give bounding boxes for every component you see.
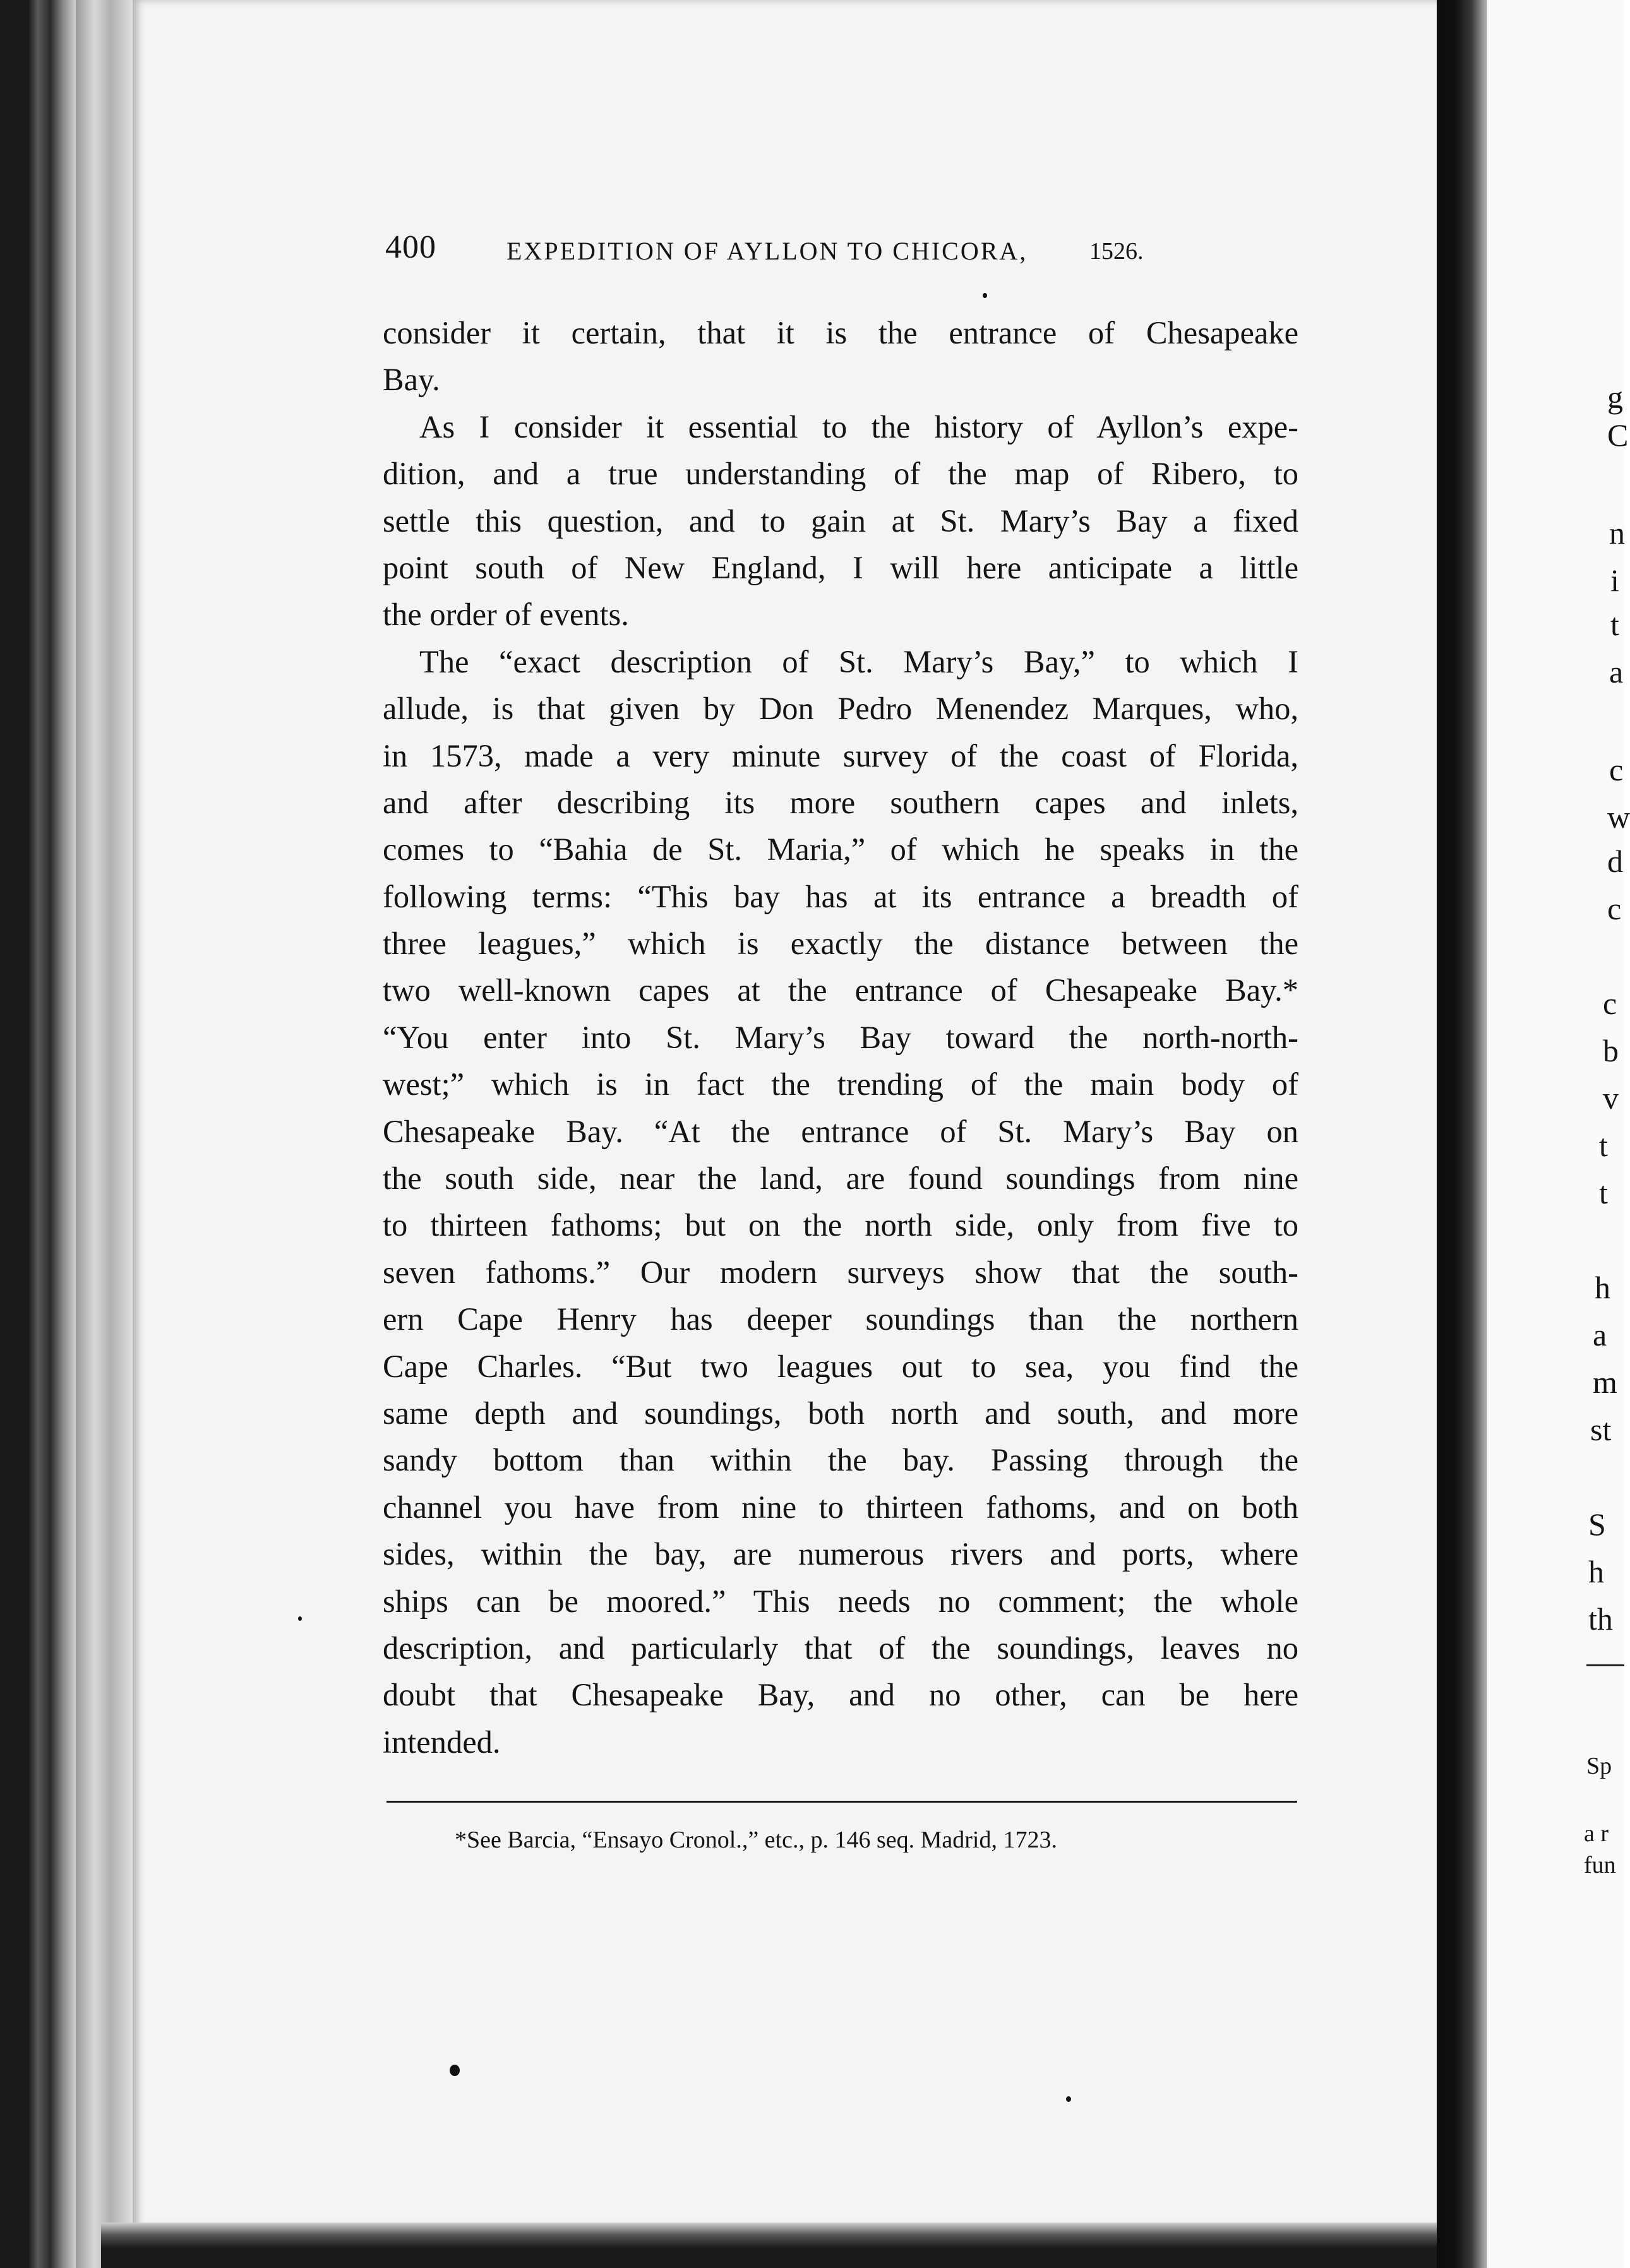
text-line: in 1573, made a very minute survey of the coast of Florida, <box>383 737 1298 773</box>
facing-page-fragment: b <box>1603 1033 1619 1068</box>
running-head-title: EXPEDITION OF AYLLON TO CHICORA, <box>506 237 1028 265</box>
page-edge-strip <box>76 0 133 2268</box>
text-line: Cape Charles. “But two leagues out to sea, you find the <box>383 1348 1298 1384</box>
binding-edge <box>0 0 76 2268</box>
footnote: *See Barcia, “Ensayo Cronol.,” etc., p. 146 seq. Madrid, 1723. <box>455 1827 1057 1853</box>
text-line: Bay. <box>383 362 440 398</box>
ink-speck <box>450 2065 460 2076</box>
text-line: same depth and soundings, both north and south, and more <box>383 1395 1298 1431</box>
text-line: “You enter into St. Mary’s Bay toward the north-north- <box>383 1019 1298 1055</box>
text-line: point south of New England, I will here anticipate a little <box>383 549 1298 585</box>
running-head-year: 1526. <box>1089 238 1144 265</box>
facing-page-fragment: d <box>1607 844 1623 879</box>
text-line: ships can be moored.” This needs no comment; the whole <box>383 1583 1298 1619</box>
facing-page-fragment: t <box>1599 1175 1608 1210</box>
text-line: settle this question, and to gain at St. Mary’s Bay a fixed <box>383 503 1298 539</box>
text-line: allude, is that given by Don Pedro Menendez Marques, who, <box>383 691 1298 727</box>
text-line: consider it certain, that it is the entrance of Chesapeake <box>383 315 1298 350</box>
ink-speck <box>1066 2096 1071 2102</box>
facing-page-fragment: c <box>1603 986 1617 1021</box>
text-line: west;” which is in fact the trending of the main body of <box>383 1066 1298 1102</box>
facing-page-rule <box>1586 1664 1624 1666</box>
text-line: sides, within the bay, are numerous rivers and ports, where <box>383 1536 1298 1572</box>
page-number: 400 <box>385 229 436 265</box>
text-line: sandy bottom than within the bay. Passing through the <box>383 1442 1298 1478</box>
facing-page-fragment: fun <box>1584 1852 1616 1878</box>
text-line: As I consider it essential to the history of Ayllon’s expe- <box>419 409 1298 445</box>
facing-page-fragment: g <box>1607 379 1623 415</box>
facing-page-fragment: C <box>1607 417 1629 453</box>
facing-page-fragment: w <box>1607 799 1630 835</box>
text-line: ern Cape Henry has deeper soundings than the northern <box>383 1301 1298 1337</box>
text-line: doubt that Chesapeake Bay, and no other, can be here <box>383 1677 1298 1713</box>
facing-page-fragment: st <box>1590 1412 1612 1447</box>
facing-page-fragment: a r <box>1584 1820 1609 1847</box>
text-line: two well-known capes at the entrance of Chesapeake Bay.* <box>383 972 1298 1008</box>
text-line: the south side, near the land, are found soundings from nine <box>383 1161 1298 1197</box>
facing-page-fragment: m <box>1593 1364 1617 1400</box>
facing-page-fragment: c <box>1607 891 1622 926</box>
running-head <box>385 229 1187 273</box>
facing-page-fragment: n <box>1609 515 1625 551</box>
text-line: description, and particularly that of the soundings, leaves no <box>383 1630 1298 1666</box>
text-line: Chesapeake Bay. “At the entrance of St. Mary’s Bay on <box>383 1113 1298 1149</box>
facing-page-fragment: t <box>1610 607 1619 642</box>
facing-page-fragment: v <box>1603 1080 1619 1116</box>
page-bottom-edge <box>101 2223 1437 2268</box>
text-line: the order of events. <box>383 597 629 633</box>
facing-page-fragment: h <box>1588 1554 1604 1589</box>
facing-page-fragment: S <box>1588 1507 1606 1542</box>
facing-page-fragment: i <box>1610 563 1619 598</box>
body-text <box>383 309 1298 1765</box>
facing-page-fragment: a <box>1609 654 1624 689</box>
facing-page-fragment: th <box>1588 1601 1613 1637</box>
text-line: three leagues,” which is exactly the distance between the <box>383 926 1298 962</box>
text-line: channel you have from nine to thirteen fathoms, and on both <box>383 1489 1298 1525</box>
text-line: The “exact description of St. Mary’s Bay,” to which I <box>419 643 1298 679</box>
facing-page-fragment: Sp <box>1586 1753 1612 1779</box>
footnote-rule <box>387 1801 1297 1803</box>
text-line: dition, and a true understanding of the map of Ribero, to <box>383 456 1298 492</box>
text-line: and after describing its more southern capes and inlets, <box>383 784 1298 820</box>
text-line: intended. <box>383 1724 501 1760</box>
ink-speck <box>298 1616 302 1621</box>
facing-page-fragment: c <box>1609 752 1624 787</box>
text-line: to thirteen fathoms; but on the north side, only from five to <box>383 1207 1298 1243</box>
book-gutter <box>1437 0 1487 2268</box>
text-line: comes to “Bahia de St. Maria,” of which he speaks in the <box>383 832 1298 868</box>
text-line: following terms: “This bay has at its entrance a breadth of <box>383 878 1298 914</box>
facing-page-fragment: h <box>1595 1270 1610 1305</box>
facing-page-fragment: a <box>1593 1317 1607 1352</box>
text-line: seven fathoms.” Our modern surveys show that the south- <box>383 1254 1298 1290</box>
facing-page-fragment: t <box>1599 1128 1608 1163</box>
ink-speck <box>983 293 987 298</box>
